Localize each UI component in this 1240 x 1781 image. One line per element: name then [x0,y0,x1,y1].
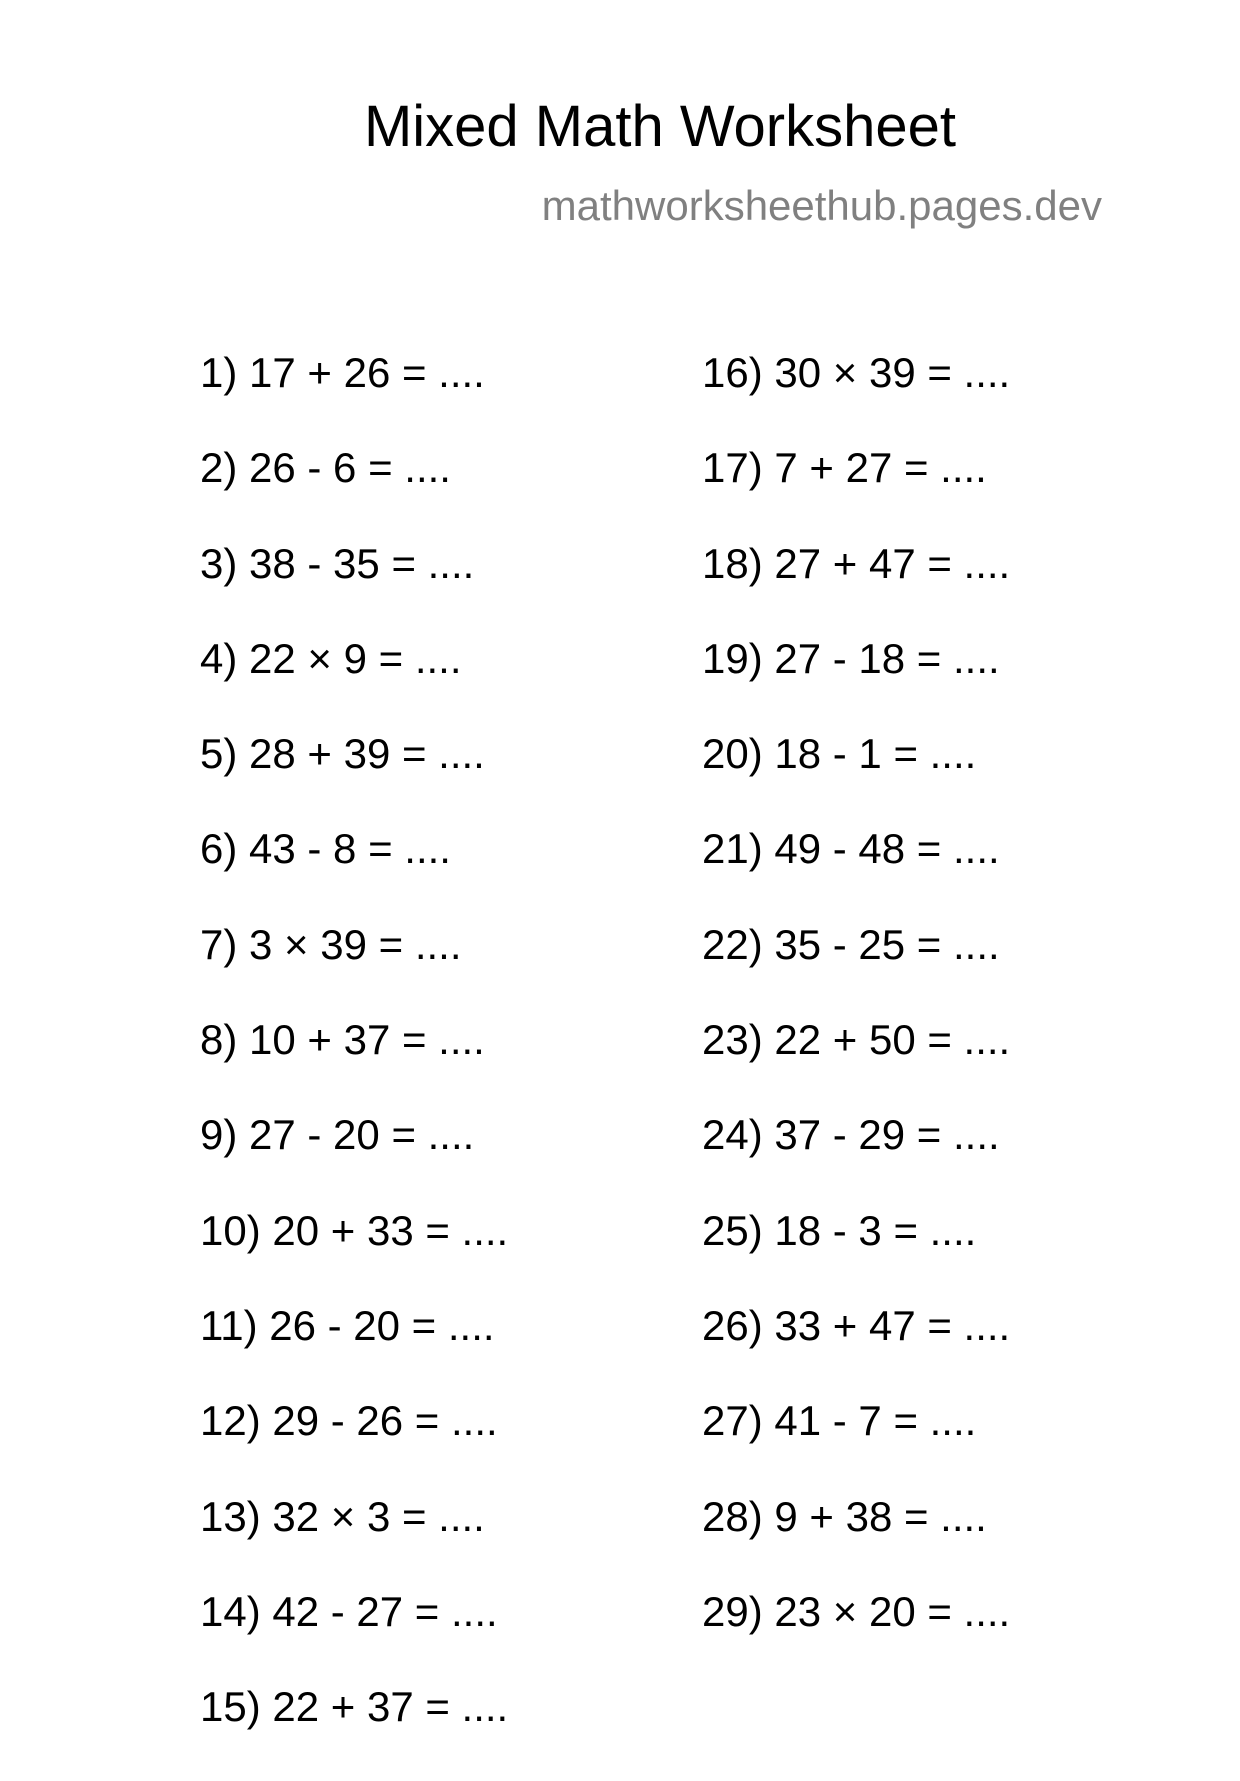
problem-22: 22) 35 - 25 = .... [702,920,1000,968]
problem-12: 12) 29 - 26 = .... [200,1397,498,1445]
problem-20: 20) 18 - 1 = .... [702,730,977,778]
problem-2: 2) 26 - 6 = .... [200,444,451,492]
problem-28: 28) 9 + 38 = .... [702,1492,987,1540]
problem-11: 11) 26 - 20 = .... [200,1301,495,1349]
problem-25: 25) 18 - 3 = .... [702,1206,977,1254]
problem-15: 15) 22 + 37 = .... [200,1683,509,1731]
worksheet-title: Mixed Math Worksheet [363,94,957,159]
problem-14: 14) 42 - 27 = .... [200,1587,498,1635]
problem-24: 24) 37 - 29 = .... [702,1111,1000,1159]
problem-3: 3) 38 - 35 = .... [200,539,475,587]
problem-4: 4) 22 × 9 = .... [200,634,462,682]
problem-5: 5) 28 + 39 = .... [200,730,485,778]
problem-8: 8) 10 + 37 = .... [200,1016,485,1064]
problem-18: 18) 27 + 47 = .... [702,539,1011,587]
problem-16: 16) 30 × 39 = .... [702,349,1011,396]
problem-23: 23) 22 + 50 = .... [702,1016,1011,1064]
problem-column-left [200,349,509,1781]
problem-17: 17) 7 + 27 = .... [702,444,987,492]
problem-26: 26) 33 + 47 = .... [702,1301,1011,1349]
problem-column-right [702,349,1011,1686]
problem-10: 10) 20 + 33 = .... [200,1206,509,1254]
problem-21: 21) 49 - 48 = .... [702,825,1000,873]
problem-29: 29) 23 × 20 = .... [702,1587,1011,1635]
problem-27: 27) 41 - 7 = .... [702,1397,977,1445]
source-url: mathworksheethub.pages.dev [541,182,1102,229]
problem-13: 13) 32 × 3 = .... [200,1492,485,1540]
problem-9: 9) 27 - 20 = .... [200,1111,475,1159]
problem-6: 6) 43 - 8 = .... [200,825,451,873]
problem-7: 7) 3 × 39 = .... [200,920,462,968]
problem-1: 1) 17 + 26 = .... [200,349,485,396]
problem-19: 19) 27 - 18 = .... [702,634,1000,682]
